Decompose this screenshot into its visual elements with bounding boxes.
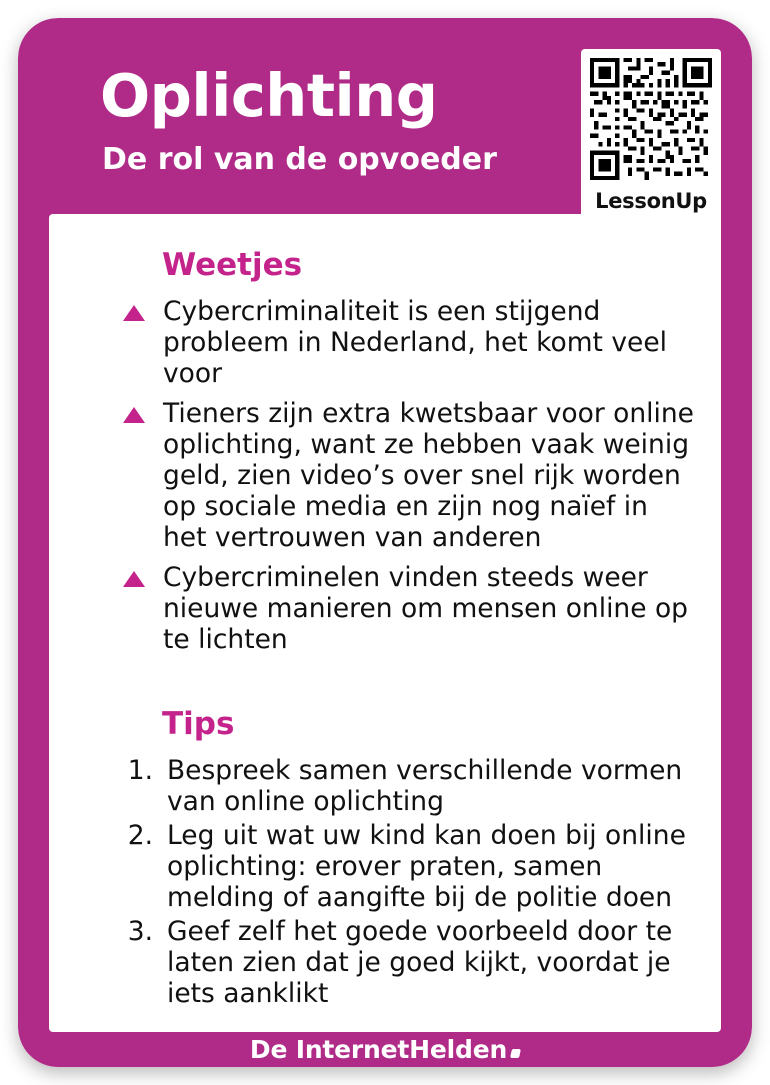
card-body xyxy=(49,214,721,1032)
list-item-text: Leg uit wat uw kind kan doen bij online oplichting: erover praten, samen melding of aangifte bij de politie doen xyxy=(167,820,686,913)
footer-brand-suffix: Helden xyxy=(409,1035,508,1064)
section-heading-tips: Tips xyxy=(162,706,235,742)
list-item xyxy=(119,562,699,655)
list-item xyxy=(119,916,709,1009)
list-item-text: Cybercriminaliteit is een stijgend probleem in Nederland, het komt veel voor xyxy=(163,296,667,389)
brand-dot-icon xyxy=(510,1049,521,1058)
triangle-bullet-icon xyxy=(123,407,145,423)
weetjes-list xyxy=(119,296,699,664)
qr-panel xyxy=(581,49,721,231)
card-footer xyxy=(18,1032,752,1067)
list-item xyxy=(119,398,699,553)
info-card xyxy=(18,18,752,1067)
section-heading-weetjes: Weetjes xyxy=(162,247,303,283)
footer-brand xyxy=(250,1032,520,1067)
list-item-text: Bespreek samen verschillende vormen van online oplichting xyxy=(167,755,683,817)
list-item-text: Geef zelf het goede voorbeeld door te laten zien dat je goed kijkt, voordat je iets aanklikt xyxy=(167,916,673,1009)
page-title: Oplichting xyxy=(100,61,438,130)
list-item xyxy=(119,820,709,913)
lessonup-logo-text: LessonUp xyxy=(595,189,707,213)
list-item-number: 3. xyxy=(127,916,153,947)
list-item xyxy=(119,296,699,389)
list-item xyxy=(119,755,709,817)
list-item-text: Tieners zijn extra kwetsbaar voor online oplichting, want ze hebben vaak weinig geld, zien video’s over snel rijk worden op sociale media en zijn nog naïef in het vertrouwen van anderen xyxy=(163,398,694,553)
qr-code-icon[interactable] xyxy=(590,58,712,180)
footer-brand-prefix: De Internet xyxy=(249,1035,410,1064)
page-subtitle: De rol van de opvoeder xyxy=(102,142,497,177)
card-header xyxy=(18,18,752,228)
list-item-text: Cybercriminelen vinden steeds weer nieuwe manieren om mensen online op te lichten xyxy=(163,562,688,655)
tips-list xyxy=(119,755,709,1012)
list-item-number: 1. xyxy=(127,755,153,786)
list-item-number: 2. xyxy=(127,820,153,851)
triangle-bullet-icon xyxy=(123,571,145,587)
triangle-bullet-icon xyxy=(123,305,145,321)
